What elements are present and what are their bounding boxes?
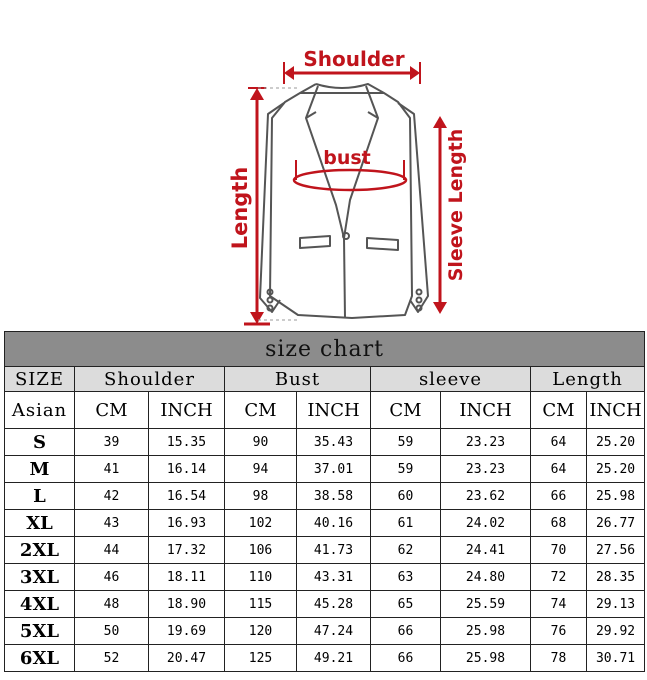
cell-bust-inch: 40.16 (297, 510, 371, 537)
header-size: SIZE (5, 367, 75, 392)
table-row (5, 429, 645, 456)
cell-size: L (5, 483, 75, 510)
cell-size: 5XL (5, 618, 75, 645)
group-header-row (5, 367, 645, 392)
jacket-measurement-diagram (0, 0, 647, 330)
cell-shoulder-inch: 18.11 (149, 564, 225, 591)
cell-sleeve-inch: 23.62 (441, 483, 531, 510)
cell-sleeve-cm: 66 (371, 618, 441, 645)
cell-shoulder-inch: 15.35 (149, 429, 225, 456)
cell-bust-cm: 102 (225, 510, 297, 537)
cell-length-inch: 30.71 (587, 645, 645, 672)
cell-bust-inch: 43.31 (297, 564, 371, 591)
cell-shoulder-cm: 48 (75, 591, 149, 618)
cell-sleeve-cm: 62 (371, 537, 441, 564)
label-sleeve-length: Sleeve Length (445, 128, 467, 282)
unit-header-row (5, 392, 645, 429)
table-row (5, 510, 645, 537)
header-shoulder-inch: INCH (149, 392, 225, 429)
header-sleeve-inch: INCH (441, 392, 531, 429)
cell-size: XL (5, 510, 75, 537)
cell-sleeve-cm: 59 (371, 429, 441, 456)
cell-length-inch: 29.92 (587, 618, 645, 645)
cell-length-inch: 28.35 (587, 564, 645, 591)
header-bust-cm: CM (225, 392, 297, 429)
cell-length-cm: 64 (531, 456, 587, 483)
cell-sleeve-inch: 25.98 (441, 618, 531, 645)
cell-size: 4XL (5, 591, 75, 618)
table-row (5, 483, 645, 510)
cell-length-cm: 68 (531, 510, 587, 537)
cell-shoulder-cm: 52 (75, 645, 149, 672)
cell-sleeve-inch: 25.98 (441, 645, 531, 672)
cell-shoulder-cm: 44 (75, 537, 149, 564)
table-row (5, 456, 645, 483)
header-length: Length (531, 367, 645, 392)
cell-shoulder-inch: 19.69 (149, 618, 225, 645)
cell-bust-inch: 38.58 (297, 483, 371, 510)
cell-sleeve-cm: 61 (371, 510, 441, 537)
cell-bust-cm: 98 (225, 483, 297, 510)
header-bust: Bust (225, 367, 371, 392)
cell-sleeve-inch: 25.59 (441, 591, 531, 618)
table-title: size chart (5, 332, 645, 367)
cell-bust-inch: 45.28 (297, 591, 371, 618)
header-asian: Asian (5, 392, 75, 429)
cell-sleeve-inch: 23.23 (441, 456, 531, 483)
header-sleeve: sleeve (371, 367, 531, 392)
cell-shoulder-cm: 41 (75, 456, 149, 483)
table-row (5, 645, 645, 672)
label-length: Length (228, 166, 252, 250)
cell-length-inch: 29.13 (587, 591, 645, 618)
cell-shoulder-cm: 43 (75, 510, 149, 537)
cell-shoulder-cm: 46 (75, 564, 149, 591)
cell-length-inch: 25.98 (587, 483, 645, 510)
cell-sleeve-inch: 24.02 (441, 510, 531, 537)
header-shoulder-cm: CM (75, 392, 149, 429)
cell-length-inch: 26.77 (587, 510, 645, 537)
cell-size: S (5, 429, 75, 456)
cell-bust-cm: 106 (225, 537, 297, 564)
cell-length-cm: 70 (531, 537, 587, 564)
cell-bust-cm: 94 (225, 456, 297, 483)
label-bust: bust (323, 147, 371, 169)
header-shoulder: Shoulder (75, 367, 225, 392)
cell-shoulder-inch: 16.54 (149, 483, 225, 510)
size-chart-table (4, 331, 645, 672)
cell-bust-inch: 35.43 (297, 429, 371, 456)
cell-bust-inch: 47.24 (297, 618, 371, 645)
table-row (5, 591, 645, 618)
header-sleeve-cm: CM (371, 392, 441, 429)
header-bust-inch: INCH (297, 392, 371, 429)
table-row (5, 564, 645, 591)
cell-size: 6XL (5, 645, 75, 672)
cell-shoulder-cm: 42 (75, 483, 149, 510)
cell-sleeve-cm: 59 (371, 456, 441, 483)
label-shoulder: Shoulder (303, 47, 405, 71)
cell-size: 2XL (5, 537, 75, 564)
cell-sleeve-cm: 60 (371, 483, 441, 510)
cell-shoulder-inch: 16.93 (149, 510, 225, 537)
cell-bust-cm: 115 (225, 591, 297, 618)
cell-size: 3XL (5, 564, 75, 591)
table-row (5, 618, 645, 645)
cell-length-cm: 72 (531, 564, 587, 591)
cell-shoulder-inch: 18.90 (149, 591, 225, 618)
cell-sleeve-inch: 24.41 (441, 537, 531, 564)
cell-bust-inch: 41.73 (297, 537, 371, 564)
cell-shoulder-inch: 17.32 (149, 537, 225, 564)
cell-sleeve-cm: 65 (371, 591, 441, 618)
cell-size: M (5, 456, 75, 483)
cell-length-cm: 76 (531, 618, 587, 645)
cell-length-cm: 78 (531, 645, 587, 672)
cell-length-inch: 25.20 (587, 456, 645, 483)
jacket-outline (260, 84, 428, 318)
cell-bust-inch: 37.01 (297, 456, 371, 483)
cell-length-cm: 74 (531, 591, 587, 618)
table-row (5, 537, 645, 564)
cell-length-cm: 66 (531, 483, 587, 510)
cell-sleeve-cm: 66 (371, 645, 441, 672)
cell-bust-cm: 125 (225, 645, 297, 672)
header-length-inch: INCH (587, 392, 645, 429)
cell-bust-inch: 49.21 (297, 645, 371, 672)
cell-bust-cm: 120 (225, 618, 297, 645)
cell-bust-cm: 110 (225, 564, 297, 591)
cell-sleeve-inch: 24.80 (441, 564, 531, 591)
cell-shoulder-cm: 50 (75, 618, 149, 645)
cell-bust-cm: 90 (225, 429, 297, 456)
cell-length-inch: 27.56 (587, 537, 645, 564)
cell-sleeve-inch: 23.23 (441, 429, 531, 456)
table-title-row (5, 332, 645, 367)
cell-length-cm: 64 (531, 429, 587, 456)
cell-sleeve-cm: 63 (371, 564, 441, 591)
cell-shoulder-inch: 16.14 (149, 456, 225, 483)
cell-shoulder-inch: 20.47 (149, 645, 225, 672)
cell-length-inch: 25.20 (587, 429, 645, 456)
cell-shoulder-cm: 39 (75, 429, 149, 456)
header-length-cm: CM (531, 392, 587, 429)
